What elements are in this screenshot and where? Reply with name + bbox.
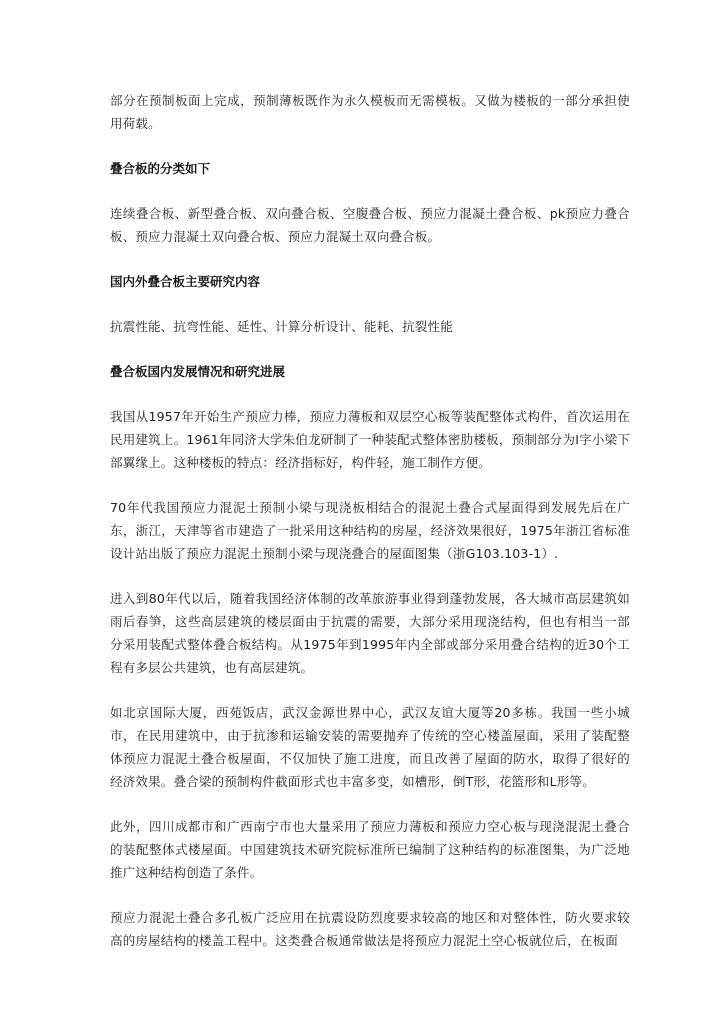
section-heading: 叠合板国内发展情况和研究进展 (110, 364, 286, 379)
paragraph: 我国从1957年开始生产预应力棒，预应力薄板和双层空心板等装配整体式构件，首次运用在民用建筑上。1961年同济大学朱伯龙研制了一种装配式整体密肋楼板，预制部分为I字小梁下部翼缘上。这种楼板的特点：经济指标好，构件轻，施工制作方便。 (110, 409, 630, 470)
paragraph: 抗震性能、抗弯性能、延性、计算分析设计、能耗、抗裂性能 (110, 319, 453, 334)
paragraph: 进入到80年代以后，随着我国经济体制的改革旅游事业得到蓬勃发展，各大城市高层建筑如雨后春笋，这些高层建筑的楼层面由于抗震的需要，大部分采用现浇结构，但也有相当一部分采用装配式整体叠合板结构。从1975年到1995年内全部或部分采用叠合结构的近30个工程有多层公共建筑，也有高层建筑。 (110, 591, 630, 675)
paragraph: 预应力混泥土叠合多孔板广泛应用在抗震设防烈度要求较高的地区和对整体性，防火要求较高的房屋结构的楼盖工程中。这类叠合板通常做法是将预应力混泥土空心板就位后，在板面 (110, 910, 630, 948)
paragraph: 如北京国际大厦，西苑饭店，武汉金源世界中心，武汉友谊大厦等20多栋。我国一些小城市，在民用建筑中，由于抗渗和运输安装的需要抛弃了传统的空心楼盖屋面，采用了装配整体预应力混泥土叠合板屋面，不仅加快了施工进度，而且改善了屋面的防水，取得了很好的经济效果。叠合梁的预制构件截面形式也丰富多变，如槽形，倒T形，花篮形和L形等。 (110, 705, 630, 789)
section-heading: 叠合板的分类如下 (110, 161, 211, 176)
document-body (110, 89, 630, 952)
paragraph: 此外，四川成都市和广西南宁市也大量采用了预应力薄板和预应力空心板与现浇混泥土叠合的装配整体式楼屋面。中国建筑技术研究院标准所已编制了这种结构的标准图集，为广泛地推广这种结构创造了条件。 (110, 819, 630, 880)
paragraph: 70年代我国预应力混泥土预制小梁与现浇板相结合的混泥土叠合式屋面得到发展先后在广东，浙江，天津等省市建造了一批采用这种结构的房屋，经济效果很好，1975年浙江省标准设计站出版了预应力混泥土预制小梁与现浇叠合的屋面图集（浙G103.103-1）. (110, 500, 630, 561)
paragraph: 连续叠合板、新型叠合板、双向叠合板、空腹叠合板、预应力混凝土叠合板、pk预应力叠合板、预应力混凝土双向叠合板、预应力混凝土双向叠合板。 (110, 206, 630, 244)
paragraph: 部分在预制板面上完成，预制薄板既作为永久模板而无需模板。又做为楼板的一部分承担使用荷载。 (110, 93, 630, 131)
section-heading: 国内外叠合板主要研究内容 (110, 274, 261, 289)
